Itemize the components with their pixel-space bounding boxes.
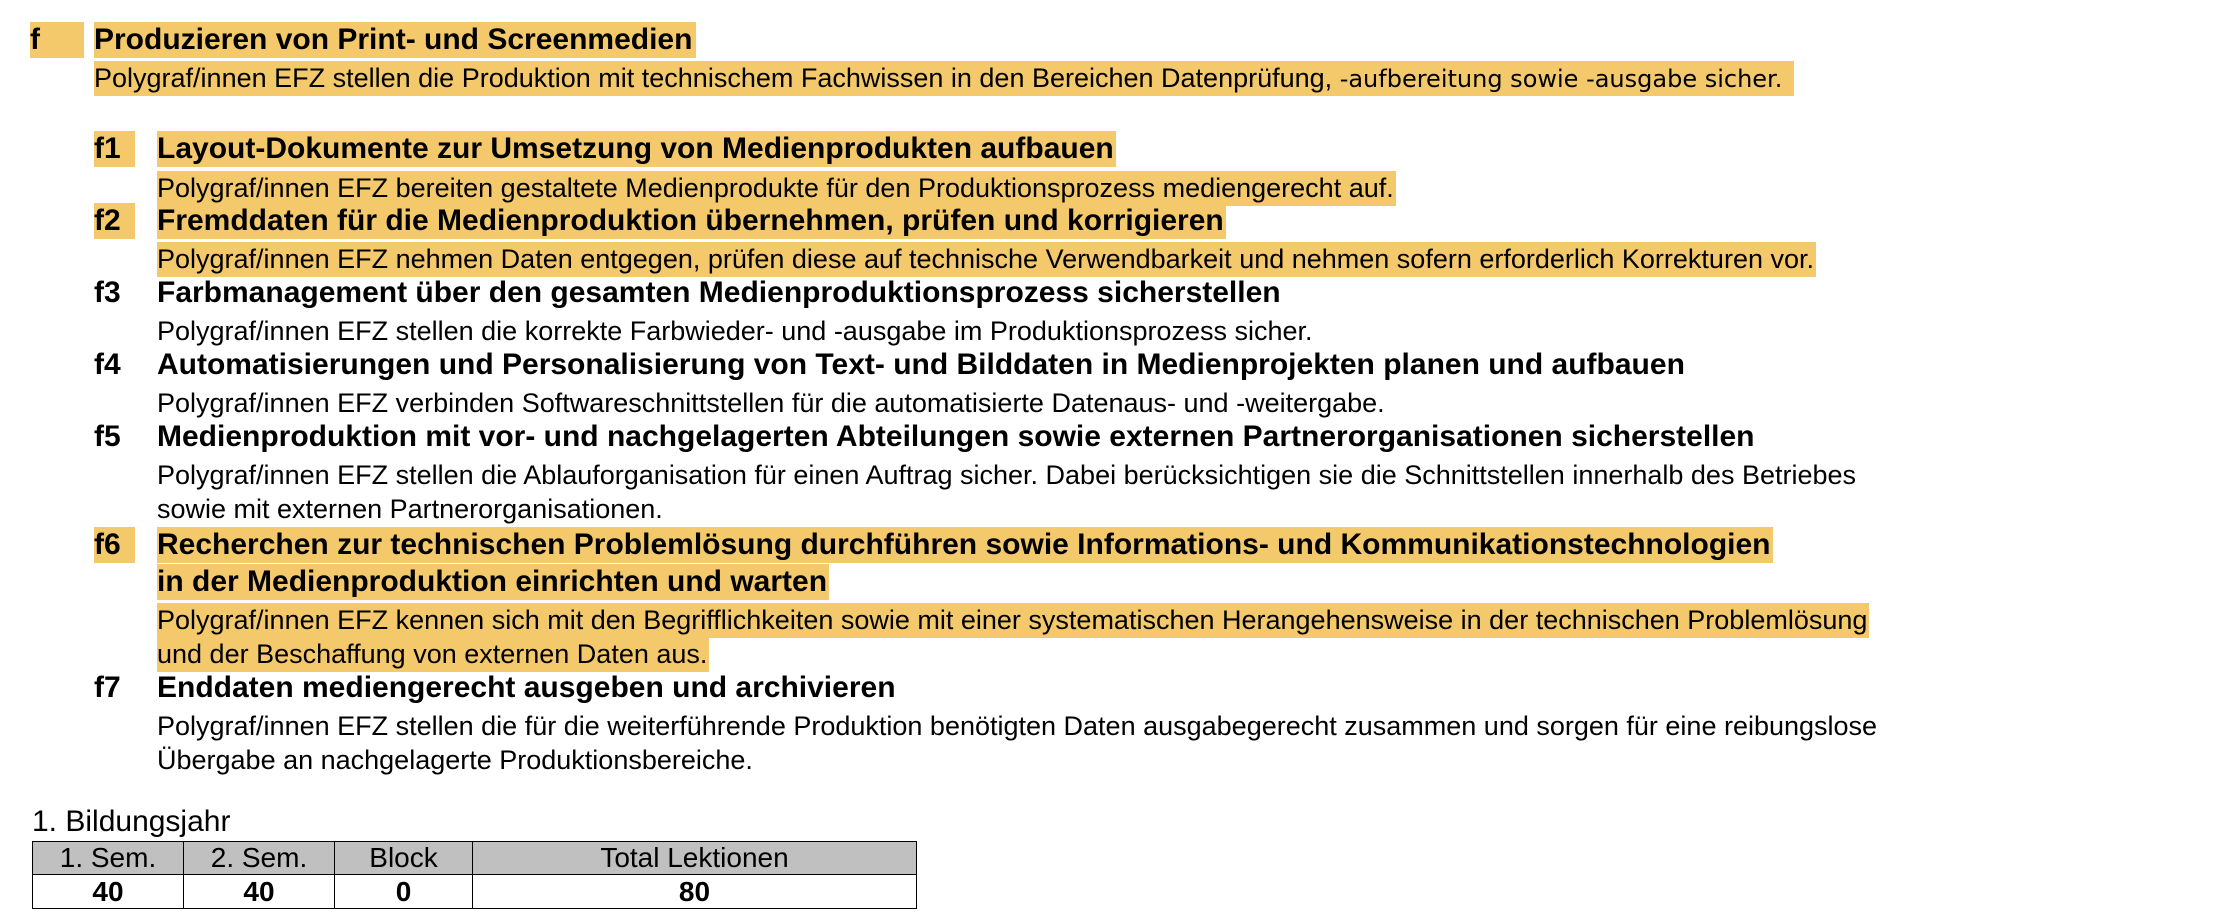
value-sem2: 40: [184, 875, 335, 909]
value-total: 80: [473, 875, 917, 909]
item-code-f6: f6: [94, 527, 135, 563]
value-sem1: 40: [33, 875, 184, 909]
section-title: Produzieren von Print- und Screenmedien: [94, 22, 696, 58]
section-description-main: Polygraf/innen EFZ stellen die Produktion mit technischem Fachwissen in den Bereichen Datenprüfung,: [94, 63, 1333, 93]
item-title-f6-line1: Recherchen zur technischen Problemlösung durchführen sowie Informations- und Kommunikationstechnologien: [157, 528, 1771, 561]
header-block: Block: [335, 842, 473, 875]
header-sem1: 1. Sem.: [33, 842, 184, 875]
item-title-f3: Farbmanagement über den gesamten Medienproduktionsprozess sicherstellen: [157, 276, 1281, 309]
header-total: Total Lektionen: [473, 842, 917, 875]
header-sem2: 2. Sem.: [184, 842, 335, 875]
item-title-f1: Layout-Dokumente zur Umsetzung von Medienprodukten aufbauen: [157, 132, 1114, 165]
item-desc-f5-line2: sowie mit externen Partnerorganisationen.: [157, 494, 663, 524]
item-title-f5: Medienproduktion mit vor- und nachgelagerten Abteilungen sowie externen Partnerorganisationen sicherstellen: [157, 420, 1755, 453]
item-desc-f3: Polygraf/innen EFZ stellen die korrekte Farbwieder- und -ausgabe im Produktionsprozess sicher.: [157, 316, 1313, 346]
item-code-f2: f2: [94, 203, 135, 239]
item-desc-f6-line1: Polygraf/innen EFZ kennen sich mit den Begrifflichkeiten sowie mit einer systematischen Herangehensweise in der technischen Problemlösung: [157, 603, 1869, 638]
value-block: 0: [335, 875, 473, 909]
item-code-f1: f1: [94, 131, 135, 167]
year-label: 1. Bildungsjahr: [32, 805, 231, 838]
item-title-f2: Fremddaten für die Medienproduktion übernehmen, prüfen und korrigieren: [157, 204, 1224, 237]
item-code-f3: f3: [94, 276, 121, 309]
section-description: [94, 61, 1794, 96]
item-code-f5: f5: [94, 420, 121, 453]
section-description-tail: -aufbereitung sowie -ausgabe sicher.: [1339, 65, 1783, 93]
item-title-f4: Automatisierungen und Personalisierung von Text- und Bilddaten in Medienprojekten planen und aufbauen: [157, 348, 1685, 381]
section-letter: f: [30, 22, 84, 58]
item-title-f6-line2: in der Medienproduktion einrichten und warten: [157, 565, 828, 598]
item-desc-f7-line1: Polygraf/innen EFZ stellen die für die weiterführende Produktion benötigten Daten ausgabegerecht zusammen und sorgen für eine reibungslose: [157, 711, 1878, 741]
item-code-f7: f7: [94, 671, 121, 704]
item-desc-f2: Polygraf/innen EFZ nehmen Daten entgegen, prüfen diese auf technische Verwendbarkeit und nehmen sofern erforderlich Korrekturen vor.: [157, 242, 1816, 277]
item-title-f7: Enddaten mediengerecht ausgeben und archivieren: [157, 671, 896, 704]
item-desc-f6-line2: und der Beschaffung von externen Daten aus.: [157, 637, 709, 672]
item-desc-f1: Polygraf/innen EFZ bereiten gestaltete Medienprodukte für den Produktionsprozess mediengerecht auf.: [157, 171, 1396, 206]
item-desc-f4: Polygraf/innen EFZ verbinden Softwareschnittstellen für die automatisierte Datenaus- und -weitergabe.: [157, 388, 1385, 418]
item-code-f4: f4: [94, 348, 121, 381]
item-desc-f7-line2: Übergabe an nachgelagerte Produktionsbereiche.: [157, 745, 753, 775]
lessons-value-row: [33, 875, 917, 909]
lessons-table: [32, 841, 917, 909]
lessons-header-row: [33, 842, 917, 875]
item-desc-f5-line1: Polygraf/innen EFZ stellen die Ablauforganisation für einen Auftrag sicher. Dabei berücksichtigen sie die Schnittstellen innerhalb des Betriebes: [157, 460, 1857, 490]
